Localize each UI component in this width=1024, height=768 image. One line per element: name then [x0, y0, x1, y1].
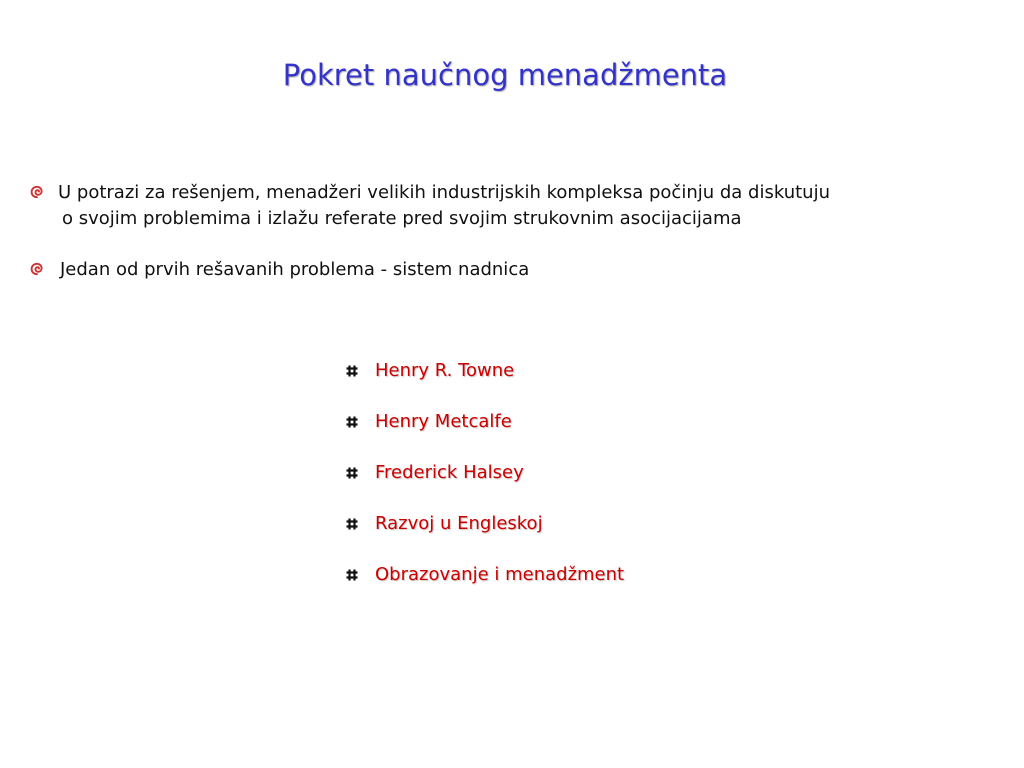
hash-icon [345, 364, 359, 378]
list-item-label: Razvoj u Engleskoj [375, 513, 543, 534]
list-item-label: Henry Metcalfe [375, 411, 512, 432]
list-item [345, 511, 845, 562]
bullet-text-line: o svojim problemima i izlažu referate pred svojim strukovnim asocijacijama [62, 208, 742, 229]
swirl-icon [30, 185, 44, 199]
bullet-item [30, 257, 1000, 283]
hash-icon [345, 568, 359, 582]
hash-icon [345, 517, 359, 531]
list-item [345, 358, 845, 409]
list-item [345, 409, 845, 460]
slide-title: Pokret naučnog menadžmenta [282, 58, 728, 92]
bullet-text: Jedan od prvih rešavanih problema - sistem nadnica [60, 259, 530, 280]
swirl-icon [30, 262, 44, 276]
list-item [345, 562, 845, 613]
hash-icon [345, 466, 359, 480]
list-item-label: Obrazovanje i menadžment [375, 564, 625, 585]
list-item-label: Henry R. Towne [375, 360, 515, 381]
bullet-item [30, 180, 1000, 232]
hash-icon [345, 415, 359, 429]
list-item [345, 460, 845, 511]
bullet-text-line: U potrazi za rešenjem, menadžeri velikih industrijskih kompleksa počinju da diskutuju [58, 182, 830, 203]
name-list [345, 358, 845, 613]
list-item-label: Frederick Halsey [375, 462, 524, 483]
bullet-text [58, 180, 1000, 232]
